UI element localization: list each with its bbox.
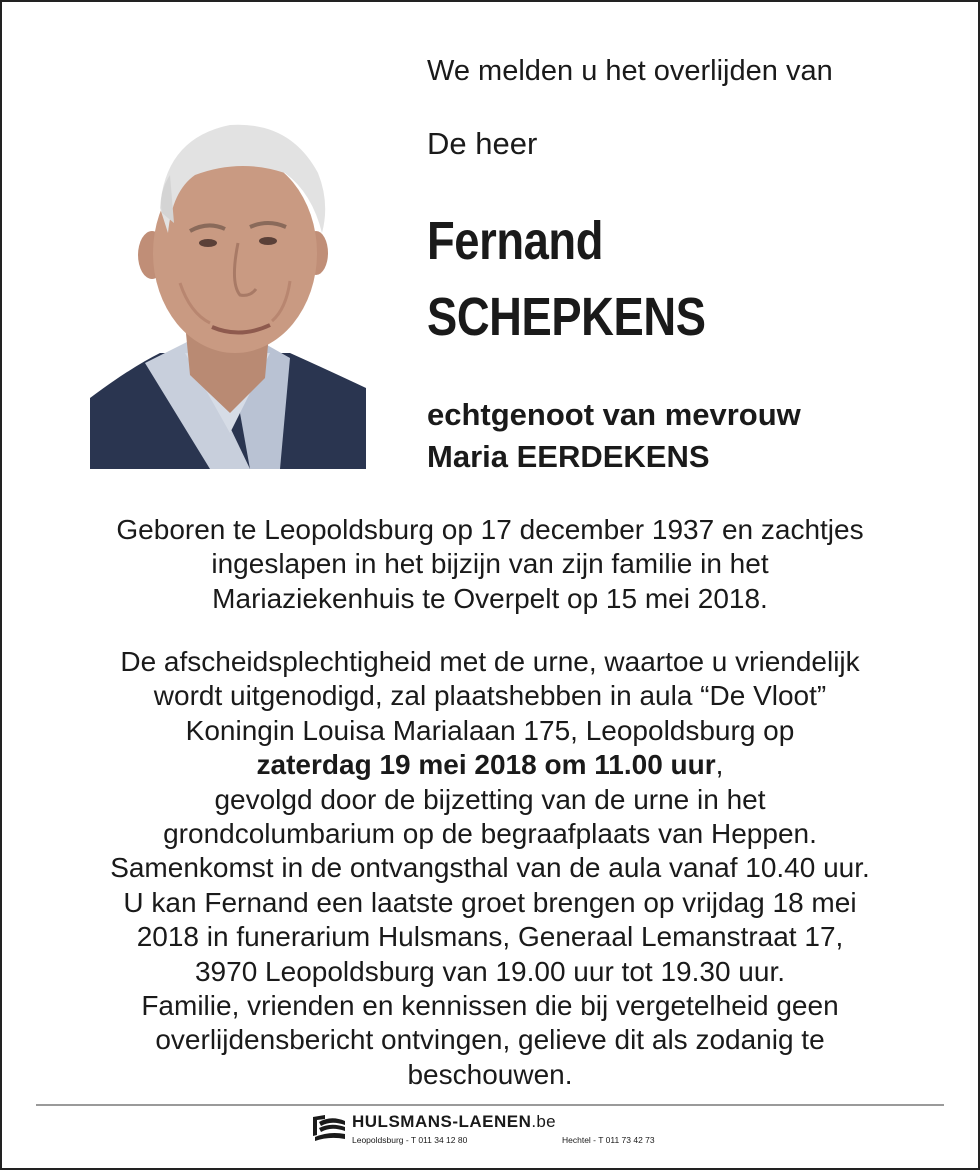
spouse-relation: echtgenoot van mevrouw — [427, 397, 801, 432]
birth-paragraph — [40, 513, 940, 616]
portrait-photo — [90, 113, 366, 469]
text-line: Geboren te Leopoldsburg op 17 december 1937 en zachtjes — [116, 514, 864, 545]
funeral-home-brand — [352, 1112, 556, 1132]
text-line: ingeslapen in het bijzijn van zijn familie in het — [211, 548, 769, 580]
ceremony-date-line — [40, 748, 940, 782]
first-name: Fernand — [427, 211, 604, 271]
announcement-intro: We melden u het overlijden van — [427, 55, 833, 87]
ceremony-date: zaterdag 19 mei 2018 om 11.00 uur — [256, 749, 716, 781]
text-line: Koningin Louisa Marialaan 175, Leopoldsburg op — [185, 714, 795, 746]
ceremony-date-suffix: , — [715, 749, 724, 781]
text-line: beschouwen. — [407, 1058, 573, 1090]
text-line: U kan Fernand een laatste groet brengen op vrijdag 18 mei — [123, 886, 857, 918]
ceremony-paragraph — [40, 645, 940, 1092]
text-line: 3970 Leopoldsburg van 19.00 uur tot 19.30 uur. — [194, 955, 786, 987]
spouse-name: Maria EERDEKENS — [427, 439, 710, 474]
salutation: De heer — [427, 126, 538, 161]
portrait-illustration — [90, 113, 366, 469]
brand-tld: .be — [531, 1112, 556, 1131]
address-leopoldsburg: Leopoldsburg - T 011 34 12 80 — [352, 1135, 468, 1145]
text-line: overlijdensbericht ontvingen, gelieve dit als zodanig te — [155, 1024, 825, 1056]
text-line: Samenkomst in de ontvangsthal van de aula vanaf 10.40 uur. — [110, 852, 870, 884]
text-line: grondcolumbarium op de begraafplaats van Heppen. — [163, 818, 817, 850]
text-line: De afscheidsplechtigheid met de urne, waartoe u vriendelijk — [120, 646, 860, 677]
spouse-info — [427, 394, 801, 478]
text-line: 2018 in funerarium Hulsmans, Generaal Lemanstraat 17, — [136, 921, 844, 953]
deceased-name — [427, 203, 706, 355]
text-line: Mariaziekenhuis te Overpelt op 15 mei 2018. — [212, 582, 768, 614]
text-line: Familie, vrienden en kennissen die bij vergetelheid geen — [141, 990, 839, 1022]
footer-divider — [36, 1104, 944, 1106]
last-name: SCHEPKENS — [427, 287, 706, 347]
brand-name: HULSMANS-LAENEN — [352, 1112, 532, 1131]
address-hechtel: Hechtel - T 011 73 42 73 — [562, 1135, 655, 1145]
text-line: gevolgd door de bijzetting van de urne in het — [214, 783, 766, 815]
text-line: wordt uitgenodigd, zal plaatshebben in aula “De Vloot” — [153, 680, 827, 712]
funeral-home-logo-icon — [311, 1113, 347, 1143]
